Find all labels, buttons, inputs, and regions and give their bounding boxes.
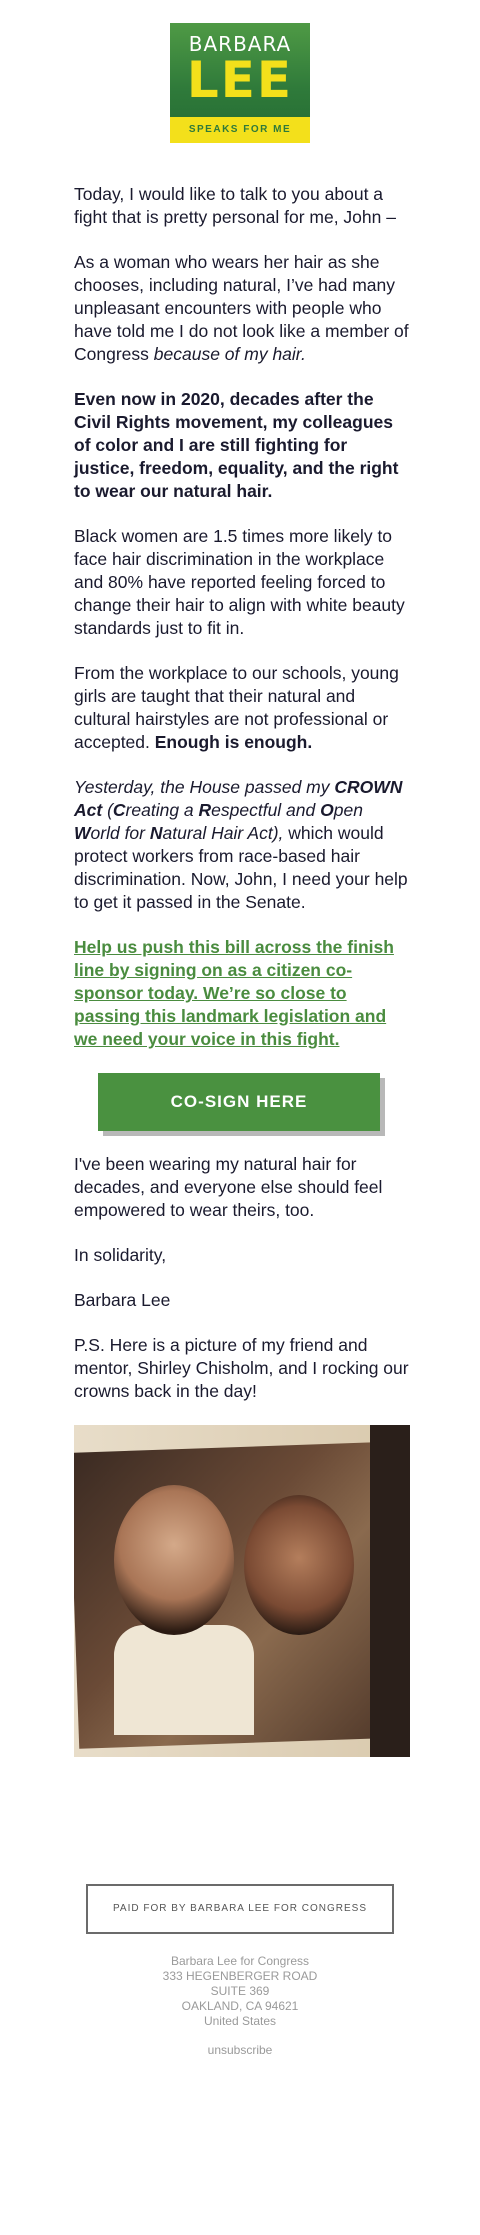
email-footer — [0, 1884, 480, 2057]
photo-figure-dress — [114, 1625, 254, 1735]
schools-paragraph: From the workplace to our schools, young girls are taught that their natural and cultural hairstyles are not professional or accepted. Enough is enough. — [74, 663, 399, 752]
statistics-paragraph: Black women are 1.5 times more likely to face hair discrimination in the workplace and 80% have reported feeling forced to change their hair to align with white beauty standards just to fit in. — [74, 526, 405, 638]
barbara-lee-logo — [170, 23, 310, 143]
cosponsor-link[interactable]: Help us push this bill across the finish line by signing on as a citizen co-sponsor today. We’re so close to passing this landmark legislation and we need your voice in this fight. — [74, 937, 394, 1049]
natural-hair-paragraph: I've been wearing my natural hair for decades, and everyone else should feel empowered to wear theirs, too. — [74, 1154, 383, 1220]
hair-encounters-paragraph: As a woman who wears her hair as she chooses, including natural, I’ve had many unpleasant encounters with people who have told me I do not look like a member of Congress because of my hair. — [74, 252, 409, 364]
email-body — [74, 183, 410, 1757]
logo-last-name: LEE — [186, 51, 294, 109]
chisholm-lee-photo — [74, 1425, 410, 1757]
photo-figure-left — [114, 1485, 234, 1635]
photo-figure-right — [244, 1495, 354, 1635]
postscript-paragraph: P.S. Here is a picture of my friend and mentor, Shirley Chisholm, and I rocking our crowns back in the day! — [74, 1335, 409, 1401]
intro-paragraph: Today, I would like to talk to you about a fight that is pretty personal for me, John – — [74, 184, 396, 227]
unsubscribe-link[interactable]: unsubscribe — [207, 2043, 273, 2057]
sign-off: In solidarity, — [74, 1245, 167, 1265]
enough-text: Enough is enough. — [154, 732, 313, 752]
cosponsor-link-paragraph — [74, 936, 410, 1051]
co-sign-button[interactable]: CO-SIGN HERE — [98, 1073, 380, 1131]
civil-rights-paragraph: Even now in 2020, decades after the Civil Rights movement, my colleagues of color and I are still fighting for justice, freedom, equality, and the right to wear our natural hair. — [74, 389, 399, 501]
signature-name: Barbara Lee — [74, 1290, 171, 1310]
cta-row — [74, 1073, 410, 1131]
mailing-address: Barbara Lee for Congress 333 HEGENBERGER ROAD SUITE 369 OAKLAND, CA 94621 United States — [162, 1954, 318, 2028]
crown-act-paragraph: Yesterday, the House passed my CROWN Act (Creating a Respectful and Open World for Natural Hair Act), which would protect workers from race-based hair discrimination. Now, John, I need your help to get it passed in the Senate. — [74, 777, 408, 912]
emphasis-text: because of my hair. — [153, 344, 306, 364]
logo-tagline: SPEAKS FOR ME — [170, 117, 310, 143]
photo-shadow-edge — [370, 1425, 410, 1757]
paid-for-disclaimer: PAID FOR BY BARBARA LEE FOR CONGRESS — [86, 1884, 394, 1934]
logo-first-name: BARBARA — [188, 32, 292, 56]
